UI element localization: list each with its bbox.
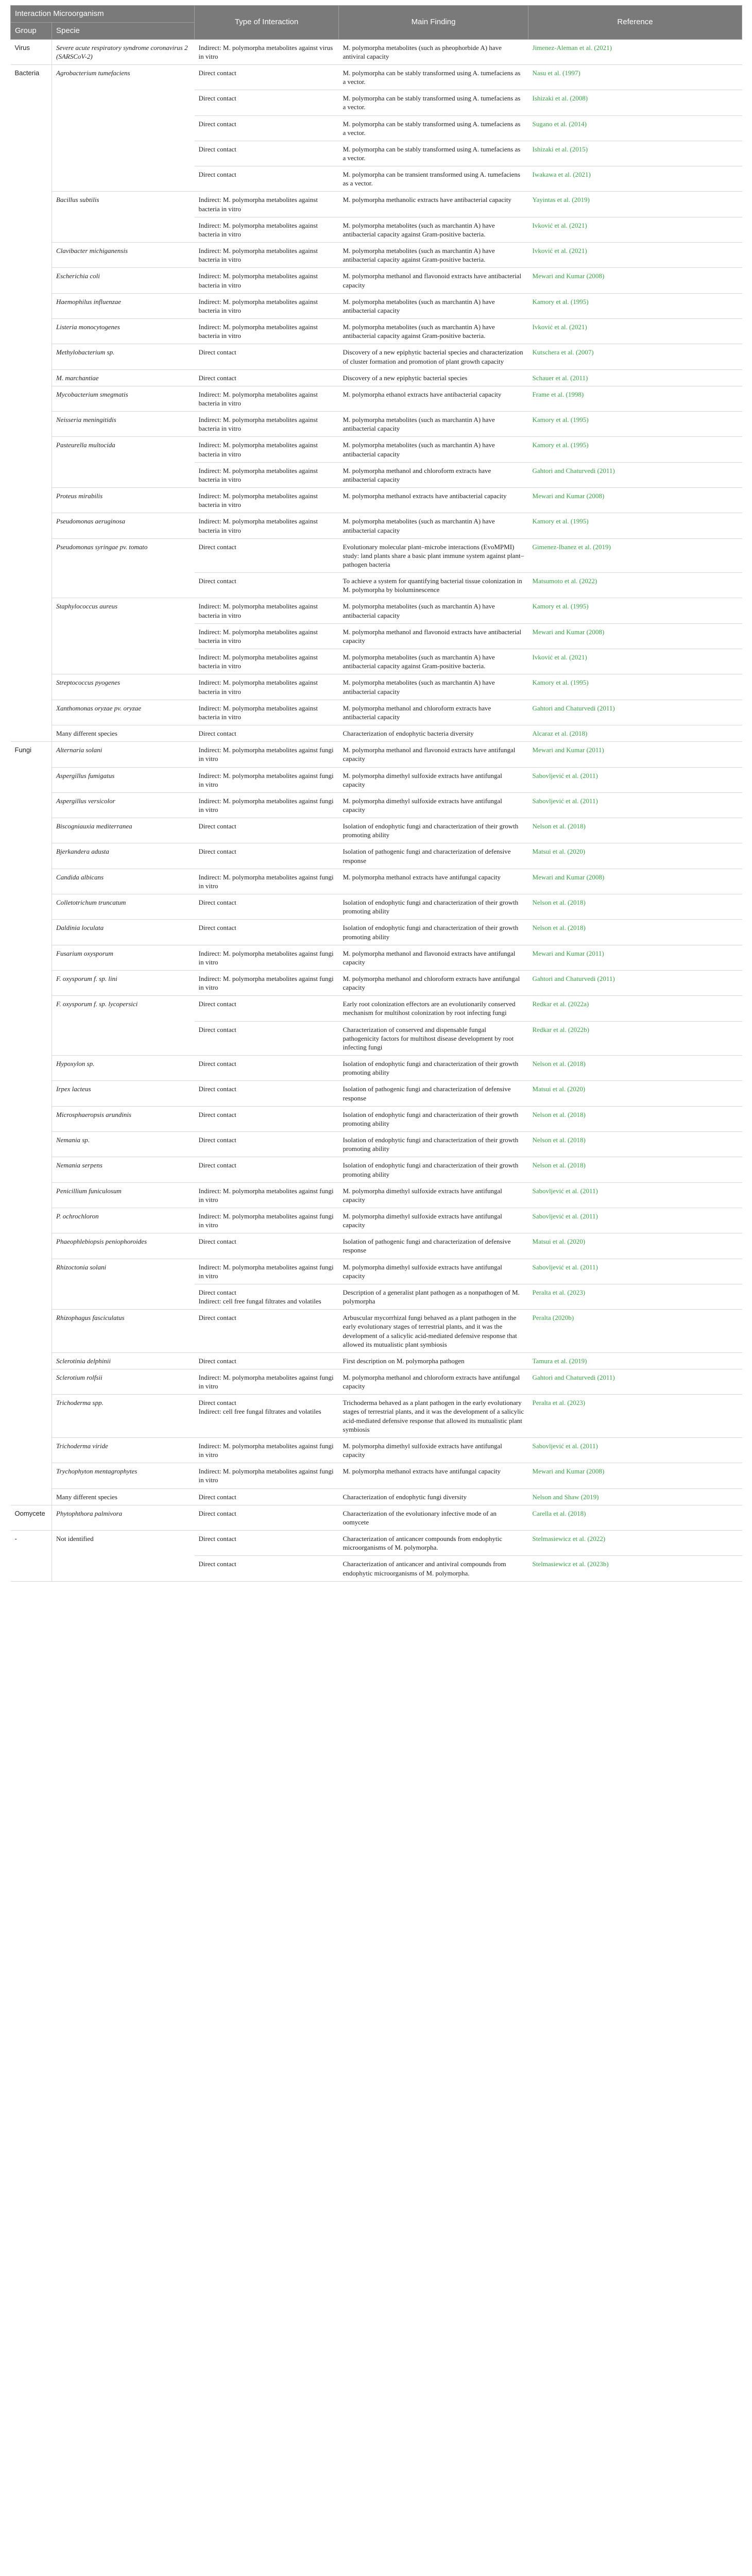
species-cell: Nemania serpens (52, 1157, 195, 1182)
species-cell: Candida albicans (52, 869, 195, 894)
interaction-type-cell: Indirect: M. polymorpha metabolites against bacteria in vitro (195, 488, 339, 513)
species-cell: Escherichia coli (52, 268, 195, 293)
interaction-type-cell: Indirect: M. polymorpha metabolites against bacteria in vitro (195, 217, 339, 242)
species-cell: Streptococcus pyogenes (52, 674, 195, 700)
species-cell: Colletotrichum truncatum (52, 894, 195, 920)
reference-link[interactable]: Redkar et al. (2022a) (528, 996, 742, 1021)
table-row (11, 843, 742, 869)
group-cell: Oomycete (11, 1505, 52, 1530)
finding-cell: M. polymorpha dimethyl sulfoxide extracts have antifungal capacity (339, 1259, 528, 1284)
table-row (11, 39, 742, 64)
table-header (11, 6, 742, 40)
species-cell: Sclerotinia delphinii (52, 1352, 195, 1369)
group-cell: - (11, 1531, 52, 1582)
species-cell: Penicillium funiculosum (52, 1182, 195, 1208)
table-row (11, 1081, 742, 1106)
reference-link[interactable]: Kamory et al. (1995) (528, 598, 742, 623)
table-row (11, 293, 742, 318)
finding-cell: Isolation of endophytic fungi and characterization of their growth promoting ability (339, 894, 528, 920)
reference-link[interactable]: Kamory et al. (1995) (528, 674, 742, 700)
reference-link[interactable]: Gimenez-Ibanez et al. (2019) (528, 538, 742, 572)
interaction-type-cell: Indirect: M. polymorpha metabolites against bacteria in vitro (195, 513, 339, 538)
table-row (11, 1505, 742, 1530)
interaction-type-cell: Indirect: M. polymorpha metabolites against bacteria in vitro (195, 243, 339, 268)
finding-cell: First description on M. polymorpha pathogen (339, 1352, 528, 1369)
table-row (11, 700, 742, 725)
species-cell: F. oxysporum f. sp. lini (52, 971, 195, 996)
interaction-type-cell: Direct contact (195, 90, 339, 115)
reference-link[interactable]: Sabovljević et al. (2011) (528, 1259, 742, 1284)
interaction-type-cell: Indirect: M. polymorpha metabolites against fungi in vitro (195, 767, 339, 792)
finding-cell: M. polymorpha methanol extracts have antibacterial capacity (339, 488, 528, 513)
finding-cell: M. polymorpha methanol and flavonoid extracts have antifungal capacity (339, 742, 528, 767)
header-reference: Reference (528, 6, 742, 40)
header-main-finding: Main Finding (339, 6, 528, 40)
reference-link[interactable]: Sabovljević et al. (2011) (528, 1437, 742, 1463)
reference-link[interactable]: Matsui et al. (2020) (528, 1233, 742, 1259)
reference-link[interactable]: Kutschera et al. (2007) (528, 344, 742, 369)
species-cell: Not identified (52, 1531, 195, 1582)
header-specie: Specie (52, 22, 195, 39)
reference-link[interactable]: Ivković et al. (2021) (528, 243, 742, 268)
interaction-type-cell: Indirect: M. polymorpha metabolites against virus in vitro (195, 39, 339, 64)
reference-link[interactable]: Ivković et al. (2021) (528, 319, 742, 344)
reference-link[interactable]: Sugano et al. (2014) (528, 115, 742, 141)
table-row (11, 1531, 742, 1556)
reference-link[interactable]: Kamory et al. (1995) (528, 437, 742, 462)
reference-link[interactable]: Mewari and Kumar (2008) (528, 268, 742, 293)
interaction-type-cell: Direct contact Indirect: cell free fungal filtrates and volatiles (195, 1395, 339, 1438)
finding-cell: Arbuscular mycorrhizal fungi behaved as a plant pathogen in the early evolutionary stages of terrestrial plants, and it was the development of a salicylic acid-mediated defensive response that allowed its mutualistic plant symbiosis (339, 1310, 528, 1353)
interaction-type-cell: Indirect: M. polymorpha metabolites against fungi in vitro (195, 1182, 339, 1208)
reference-link[interactable]: Mewari and Kumar (2008) (528, 623, 742, 649)
species-cell: P. ochrochloron (52, 1208, 195, 1233)
reference-link[interactable]: Frame et al. (1998) (528, 386, 742, 411)
reference-link[interactable]: Gahtori and Chaturvedi (2011) (528, 462, 742, 487)
finding-cell: Isolation of endophytic fungi and characterization of their growth promoting ability (339, 1157, 528, 1182)
finding-cell: M. polymorpha methanol and chloroform extracts have antifungal capacity (339, 971, 528, 996)
species-cell: Trychophyton mentagrophytes (52, 1463, 195, 1488)
reference-link[interactable]: Mewari and Kumar (2011) (528, 742, 742, 767)
interaction-type-cell: Indirect: M. polymorpha metabolites against bacteria in vitro (195, 674, 339, 700)
table-row (11, 1208, 742, 1233)
finding-cell: M. polymorpha metabolites (such as marchantin A) have antibacterial capacity (339, 437, 528, 462)
table-row (11, 268, 742, 293)
finding-cell: M. polymorpha methanol and chloroform extracts have antibacterial capacity (339, 700, 528, 725)
header-group: Group (11, 22, 52, 39)
interaction-type-cell: Indirect: M. polymorpha metabolites against bacteria in vitro (195, 437, 339, 462)
interaction-type-cell: Indirect: M. polymorpha metabolites against fungi in vitro (195, 742, 339, 767)
species-cell: Phytophthora palmivora (52, 1505, 195, 1530)
finding-cell: M. polymorpha can be stably transformed using A. tumefaciens as a vector. (339, 64, 528, 90)
finding-cell: Trichoderma behaved as a plant pathogen in the early evolutionary stages of terrestrial plants, and it was the development of a salicylic acid-mediated defensive response that allowed its mutualistic plant symbiosis (339, 1395, 528, 1438)
interaction-type-cell: Indirect: M. polymorpha metabolites against fungi in vitro (195, 1259, 339, 1284)
reference-link[interactable]: Nelson et al. (2018) (528, 1157, 742, 1182)
species-cell: Rhizoctonia solani (52, 1259, 195, 1310)
reference-link[interactable]: Sabovljević et al. (2011) (528, 767, 742, 792)
finding-cell: M. polymorpha methanol extracts have antifungal capacity (339, 869, 528, 894)
species-cell: Hypoxylon sp. (52, 1056, 195, 1081)
finding-cell: Evolutionary molecular plant–microbe interactions (EvoMPMI) study: land plants share a basic plant immune system against plant–pathogen bacteria (339, 538, 528, 572)
reference-link[interactable]: Ivković et al. (2021) (528, 649, 742, 674)
table-row (11, 1437, 742, 1463)
table-row (11, 488, 742, 513)
reference-link[interactable]: Ishizaki et al. (2008) (528, 90, 742, 115)
finding-cell: M. polymorpha methanol and flavonoid extracts have antifungal capacity (339, 945, 528, 970)
interaction-type-cell: Direct contact (195, 344, 339, 369)
table-row (11, 971, 742, 996)
species-cell: Daldinia loculata (52, 920, 195, 945)
table-row (11, 792, 742, 818)
finding-cell: Isolation of endophytic fungi and characterization of their growth promoting ability (339, 1106, 528, 1131)
interaction-type-cell: Direct contact (195, 141, 339, 166)
interaction-type-cell: Indirect: M. polymorpha metabolites against fungi in vitro (195, 1369, 339, 1395)
interaction-type-cell: Direct contact (195, 538, 339, 572)
header-interaction-microorganism: Interaction Microorganism (11, 6, 195, 23)
finding-cell: Isolation of pathogenic fungi and characterization of defensive response (339, 843, 528, 869)
reference-link[interactable]: Ishizaki et al. (2015) (528, 141, 742, 166)
finding-cell: M. polymorpha metabolites (such as marchantin A) have antibacterial capacity (339, 674, 528, 700)
reference-link[interactable]: Mewari and Kumar (2011) (528, 945, 742, 970)
table-row (11, 243, 742, 268)
species-cell: Many different species (52, 1488, 195, 1505)
reference-link[interactable]: Mewari and Kumar (2008) (528, 869, 742, 894)
finding-cell: Early root colonization effectors are an evolutionarily conserved mechanism for multihost colonization by root infecting fungi (339, 996, 528, 1021)
finding-cell: M. polymorpha metabolites (such as marchantin A) have antibacterial capacity against Gram-positive bacteria. (339, 649, 528, 674)
interaction-type-cell: Direct contact (195, 996, 339, 1021)
reference-link[interactable]: Sabovljević et al. (2011) (528, 1182, 742, 1208)
table-row (11, 1182, 742, 1208)
table-row (11, 1395, 742, 1438)
table-row (11, 412, 742, 437)
interaction-type-cell: Direct contact (195, 1556, 339, 1581)
interaction-type-cell: Indirect: M. polymorpha metabolites against fungi in vitro (195, 869, 339, 894)
species-cell: Pasteurella multocida (52, 437, 195, 488)
interaction-type-cell: Direct contact (195, 369, 339, 386)
finding-cell: Description of a generalist plant pathogen as a nonpathogen of M. polymorpha (339, 1284, 528, 1309)
reference-link[interactable]: Gahtori and Chaturvedi (2011) (528, 700, 742, 725)
reference-link[interactable]: Nelson et al. (2018) (528, 818, 742, 843)
finding-cell: M. polymorpha methanol and chloroform extracts have antibacterial capacity (339, 462, 528, 487)
table-row (11, 1310, 742, 1353)
interaction-type-cell: Indirect: M. polymorpha metabolites against fungi in vitro (195, 1208, 339, 1233)
finding-cell: M. polymorpha methanol and chloroform extracts have antifungal capacity (339, 1369, 528, 1395)
finding-cell: Discovery of a new epiphytic bacterial species and characterization of cluster formation and promotion of plant growth capacity (339, 344, 528, 369)
interaction-type-cell: Indirect: M. polymorpha metabolites against bacteria in vitro (195, 623, 339, 649)
reference-link[interactable]: Kamory et al. (1995) (528, 513, 742, 538)
species-cell: Severe acute respiratory syndrome coronavirus 2 (SARSCoV-2) (52, 39, 195, 64)
reference-link[interactable]: Stelmasiewicz et al. (2023b) (528, 1556, 742, 1581)
interaction-type-cell: Direct contact (195, 1233, 339, 1259)
table-row (11, 1157, 742, 1182)
interaction-type-cell: Direct contact (195, 166, 339, 192)
reference-link[interactable]: Jimenez-Aleman et al. (2021) (528, 39, 742, 64)
reference-link[interactable]: Yayintas et al. (2019) (528, 192, 742, 217)
species-cell: Rhizophagus fasciculatus (52, 1310, 195, 1353)
interaction-type-cell: Direct contact (195, 1505, 339, 1530)
finding-cell: M. polymorpha methanol extracts have antifungal capacity (339, 1463, 528, 1488)
finding-cell: Characterization of the evolutionary infective mode of an oomycete (339, 1505, 528, 1530)
species-cell: Pseudomonas syringae pv. tomato (52, 538, 195, 598)
species-cell: Sclerotium rolfsii (52, 1369, 195, 1395)
table-row (11, 1233, 742, 1259)
table-row (11, 344, 742, 369)
finding-cell: M. polymorpha ethanol extracts have antibacterial capacity (339, 386, 528, 411)
interaction-type-cell: Indirect: M. polymorpha metabolites against bacteria in vitro (195, 700, 339, 725)
table-row (11, 369, 742, 386)
table-row (11, 1056, 742, 1081)
table-row (11, 192, 742, 217)
finding-cell: Isolation of endophytic fungi and characterization of their growth promoting ability (339, 1056, 528, 1081)
species-cell: Aspergillus versicolor (52, 792, 195, 818)
species-cell: M. marchantiae (52, 369, 195, 386)
reference-link[interactable]: Gahtori and Chaturvedi (2011) (528, 1369, 742, 1395)
species-cell: Aspergillus fumigatus (52, 767, 195, 792)
interaction-type-cell: Indirect: M. polymorpha metabolites against fungi in vitro (195, 1463, 339, 1488)
header-type-of-interaction: Type of Interaction (195, 6, 339, 40)
finding-cell: M. polymorpha metabolites (such as marchantin A) have antibacterial capacity (339, 293, 528, 318)
species-cell: Xanthomonas oryzae pv. oryzae (52, 700, 195, 725)
species-cell: Irpex lacteus (52, 1081, 195, 1106)
group-cell: Fungi (11, 742, 52, 1505)
finding-cell: Characterization of conserved and dispensable fungal pathogenicity factors for multihost disease development by root infecting fungi (339, 1021, 528, 1055)
reference-link[interactable]: Schauer et al. (2011) (528, 369, 742, 386)
interaction-type-cell: Direct contact (195, 920, 339, 945)
interaction-type-cell: Direct contact (195, 1106, 339, 1131)
table-row (11, 1369, 742, 1395)
interaction-type-cell: Indirect: M. polymorpha metabolites against bacteria in vitro (195, 268, 339, 293)
species-cell: Trichoderma viride (52, 1437, 195, 1463)
table-row (11, 1132, 742, 1157)
reference-link[interactable]: Iwakawa et al. (2021) (528, 166, 742, 192)
species-cell: Alternaria solani (52, 742, 195, 767)
finding-cell: M. polymorpha metabolites (such as marchantin A) have antibacterial capacity (339, 598, 528, 623)
table-row (11, 818, 742, 843)
interaction-type-cell: Direct contact (195, 1310, 339, 1353)
group-cell: Virus (11, 39, 52, 64)
interaction-type-cell: Direct contact (195, 725, 339, 742)
finding-cell: M. polymorpha metabolites (such as marchantin A) have antibacterial capacity (339, 412, 528, 437)
interaction-type-cell: Indirect: M. polymorpha metabolites against fungi in vitro (195, 971, 339, 996)
species-cell: Methylobacterium sp. (52, 344, 195, 369)
table-row (11, 437, 742, 462)
reference-link[interactable]: Mewari and Kumar (2008) (528, 488, 742, 513)
finding-cell: Characterization of endophytic bacteria diversity (339, 725, 528, 742)
table-row (11, 64, 742, 90)
table-row (11, 920, 742, 945)
species-cell: Neisseria meningitidis (52, 412, 195, 437)
finding-cell: M. polymorpha metabolites (such as marchantin A) have antibacterial capacity against Gram-positive bacteria. (339, 217, 528, 242)
interaction-type-cell: Indirect: M. polymorpha metabolites against fungi in vitro (195, 1437, 339, 1463)
interaction-type-cell: Indirect: M. polymorpha metabolites against fungi in vitro (195, 945, 339, 970)
species-cell: Bjerkandera adusta (52, 843, 195, 869)
finding-cell: Characterization of anticancer compounds from endophytic microorganisms of M. polymorpha. (339, 1531, 528, 1556)
reference-link[interactable]: Gahtori and Chaturvedi (2011) (528, 971, 742, 996)
group-cell: Bacteria (11, 64, 52, 741)
table-row (11, 1463, 742, 1488)
interaction-type-cell: Direct contact (195, 1081, 339, 1106)
reference-link[interactable]: Kamory et al. (1995) (528, 412, 742, 437)
table-row (11, 1488, 742, 1505)
species-cell: F. oxysporum f. sp. lycopersici (52, 996, 195, 1056)
interaction-type-cell: Direct contact (195, 894, 339, 920)
interaction-type-cell: Direct contact (195, 1352, 339, 1369)
finding-cell: M. polymorpha can be stably transformed using A. tumefaciens as a vector. (339, 90, 528, 115)
reference-link[interactable]: Matsui et al. (2020) (528, 843, 742, 869)
interaction-type-cell: Direct contact (195, 64, 339, 90)
species-cell: Bacillus subtilis (52, 192, 195, 243)
interaction-type-cell: Direct contact (195, 818, 339, 843)
reference-link[interactable]: Sabovljević et al. (2011) (528, 1208, 742, 1233)
reference-link[interactable]: Nelson et al. (2018) (528, 1106, 742, 1131)
interaction-type-cell: Indirect: M. polymorpha metabolites against bacteria in vitro (195, 293, 339, 318)
interaction-type-cell: Indirect: M. polymorpha metabolites against fungi in vitro (195, 792, 339, 818)
species-cell: Mycobacterium smegmatis (52, 386, 195, 411)
species-cell: Biscogniauxia mediterranea (52, 818, 195, 843)
interaction-type-cell: Indirect: M. polymorpha metabolites against bacteria in vitro (195, 386, 339, 411)
reference-link[interactable]: Sabovljević et al. (2011) (528, 792, 742, 818)
table-row (11, 513, 742, 538)
table-row (11, 319, 742, 344)
reference-link[interactable]: Nelson et al. (2018) (528, 920, 742, 945)
interaction-type-cell: Direct contact (195, 1488, 339, 1505)
reference-link[interactable]: Matsui et al. (2020) (528, 1081, 742, 1106)
species-cell: Staphylococcus aureus (52, 598, 195, 674)
interaction-type-cell: Indirect: M. polymorpha metabolites against bacteria in vitro (195, 462, 339, 487)
finding-cell: Characterization of endophytic fungi diversity (339, 1488, 528, 1505)
interaction-type-cell: Direct contact (195, 115, 339, 141)
interaction-type-cell: Indirect: M. polymorpha metabolites against bacteria in vitro (195, 192, 339, 217)
table-row (11, 725, 742, 742)
species-cell: Pseudomonas aeruginosa (52, 513, 195, 538)
interaction-type-cell: Direct contact Indirect: cell free fungal filtrates and volatiles (195, 1284, 339, 1309)
species-cell: Agrobacterium tumefaciens (52, 64, 195, 192)
table-row (11, 538, 742, 572)
finding-cell: Isolation of pathogenic fungi and characterization of defensive response (339, 1081, 528, 1106)
reference-link[interactable]: Kamory et al. (1995) (528, 293, 742, 318)
finding-cell: M. polymorpha dimethyl sulfoxide extracts have antifungal capacity (339, 767, 528, 792)
interaction-type-cell: Direct contact (195, 1531, 339, 1556)
finding-cell: M. polymorpha methanol and flavonoid extracts have antibacterial capacity (339, 268, 528, 293)
species-cell: Clavibacter michiganensis (52, 243, 195, 268)
species-cell: Microsphaeropsis arundinis (52, 1106, 195, 1131)
table-row (11, 742, 742, 767)
finding-cell: M. polymorpha dimethyl sulfoxide extracts have antifungal capacity (339, 1437, 528, 1463)
reference-link[interactable]: Nasu et al. (1997) (528, 64, 742, 90)
table-row (11, 996, 742, 1021)
table-row (11, 945, 742, 970)
finding-cell: M. polymorpha can be transient transformed using A. tumefaciens as a vector. (339, 166, 528, 192)
interaction-table (10, 5, 742, 1582)
species-cell: Many different species (52, 725, 195, 742)
table-row (11, 674, 742, 700)
interaction-type-cell: Indirect: M. polymorpha metabolites against bacteria in vitro (195, 412, 339, 437)
finding-cell: M. polymorpha dimethyl sulfoxide extracts have antifungal capacity (339, 792, 528, 818)
finding-cell: M. polymorpha metabolites (such as marchantin A) have antibacterial capacity (339, 513, 528, 538)
table-row (11, 894, 742, 920)
species-cell: Haemophilus influenzae (52, 293, 195, 318)
species-cell: Trichoderma spp. (52, 1395, 195, 1438)
finding-cell: M. polymorpha can be stably transformed using A. tumefaciens as a vector. (339, 141, 528, 166)
finding-cell: M. polymorpha dimethyl sulfoxide extracts have antifungal capacity (339, 1182, 528, 1208)
reference-link[interactable]: Stelmasiewicz et al. (2022) (528, 1531, 742, 1556)
species-cell: Nemania sp. (52, 1132, 195, 1157)
reference-link[interactable]: Peralta et al. (2023) (528, 1284, 742, 1309)
finding-cell: M. polymorpha can be stably transformed using A. tumefaciens as a vector. (339, 115, 528, 141)
reference-link[interactable]: Matsumoto et al. (2022) (528, 573, 742, 598)
interaction-type-cell: Direct contact (195, 1021, 339, 1055)
table-row (11, 598, 742, 623)
finding-cell: Isolation of endophytic fungi and characterization of their growth promoting ability (339, 920, 528, 945)
species-cell: Proteus mirabilis (52, 488, 195, 513)
species-cell: Fusarium oxysporum (52, 945, 195, 970)
interaction-type-cell: Direct contact (195, 1157, 339, 1182)
interaction-type-cell: Direct contact (195, 1132, 339, 1157)
table-row (11, 386, 742, 411)
finding-cell: Isolation of endophytic fungi and characterization of their growth promoting ability (339, 818, 528, 843)
interaction-type-cell: Indirect: M. polymorpha metabolites against bacteria in vitro (195, 598, 339, 623)
finding-cell: To achieve a system for quantifying bacterial tissue colonization in M. polymorpha by bioluminescence (339, 573, 528, 598)
finding-cell: M. polymorpha metabolites (such as pheophorbide A) have antiviral capacity (339, 39, 528, 64)
finding-cell: Discovery of a new epiphytic bacterial species (339, 369, 528, 386)
reference-link[interactable]: Carella et al. (2018) (528, 1505, 742, 1530)
table-row (11, 869, 742, 894)
table-row (11, 1259, 742, 1284)
species-cell: Phaeophlebiopsis peniophoroides (52, 1233, 195, 1259)
reference-link[interactable]: Nelson et al. (2018) (528, 1132, 742, 1157)
finding-cell: Isolation of endophytic fungi and characterization of their growth promoting ability (339, 1132, 528, 1157)
reference-link[interactable]: Alcaraz et al. (2018) (528, 725, 742, 742)
table-body (11, 39, 742, 1581)
table-row (11, 1106, 742, 1131)
reference-link[interactable]: Ivković et al. (2021) (528, 217, 742, 242)
finding-cell: M. polymorpha metabolites (such as marchantin A) have antibacterial capacity against Gram-positive bacteria. (339, 243, 528, 268)
interaction-type-cell: Indirect: M. polymorpha metabolites against bacteria in vitro (195, 649, 339, 674)
finding-cell: M. polymorpha dimethyl sulfoxide extracts have antifungal capacity (339, 1208, 528, 1233)
header-row-top (11, 6, 742, 23)
interaction-type-cell: Direct contact (195, 1056, 339, 1081)
reference-link[interactable]: Peralta et al. (2023) (528, 1395, 742, 1438)
finding-cell: M. polymorpha metabolites (such as marchantin A) have antibacterial capacity against Gram-positive bacteria. (339, 319, 528, 344)
reference-link[interactable]: Nelson et al. (2018) (528, 894, 742, 920)
interaction-type-cell: Direct contact (195, 573, 339, 598)
reference-link[interactable]: Tamura et al. (2019) (528, 1352, 742, 1369)
species-cell: Listeria monocytogenes (52, 319, 195, 344)
table-row (11, 767, 742, 792)
interaction-type-cell: Direct contact (195, 843, 339, 869)
reference-link[interactable]: Mewari and Kumar (2008) (528, 1463, 742, 1488)
reference-link[interactable]: Nelson et al. (2018) (528, 1056, 742, 1081)
interaction-type-cell: Indirect: M. polymorpha metabolites against bacteria in vitro (195, 319, 339, 344)
finding-cell: M. polymorpha methanol and flavonoid extracts have antibacterial capacity (339, 623, 528, 649)
reference-link[interactable]: Nelson and Shaw (2019) (528, 1488, 742, 1505)
reference-link[interactable]: Peralta (2020b) (528, 1310, 742, 1353)
finding-cell: Characterization of anticancer and antiviral compounds from endophytic microorganisms of M. polymorpha. (339, 1556, 528, 1581)
table-row (11, 1352, 742, 1369)
reference-link[interactable]: Redkar et al. (2022b) (528, 1021, 742, 1055)
finding-cell: M. polymorpha methanolic extracts have antibacterial capacity (339, 192, 528, 217)
finding-cell: Isolation of pathogenic fungi and characterization of defensive response (339, 1233, 528, 1259)
